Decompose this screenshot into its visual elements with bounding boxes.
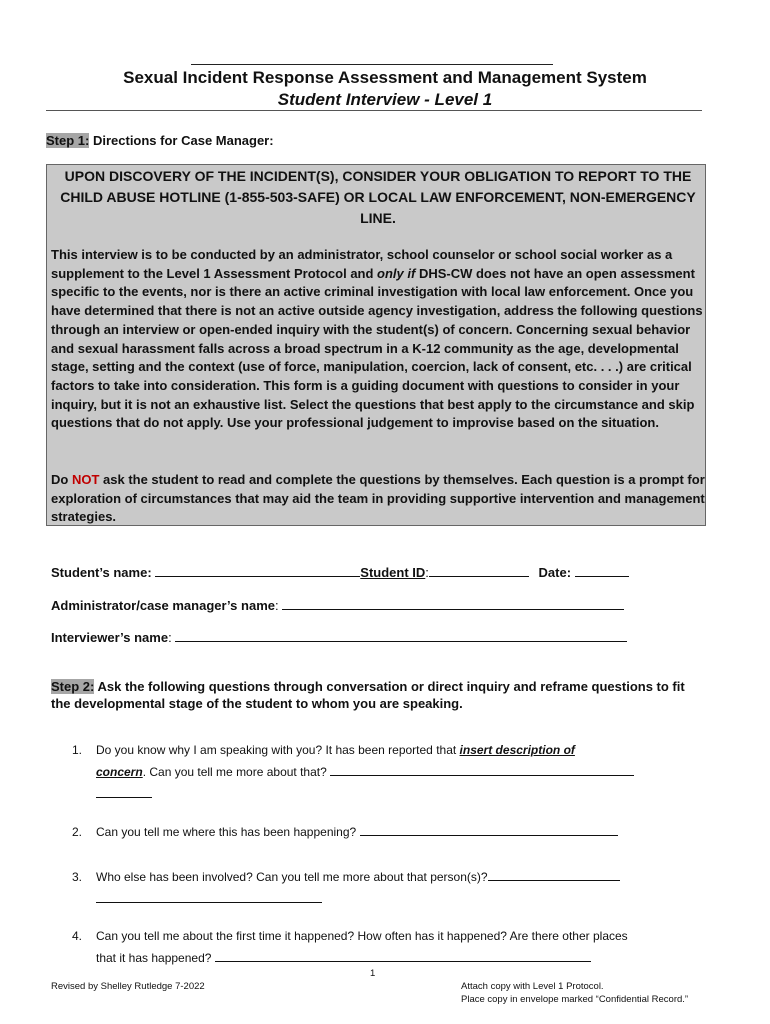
step1-label: Step 1:	[46, 133, 90, 148]
page-number: 1	[370, 968, 376, 979]
directions-paragraph: This interview is to be conducted by an administrator, school counselor or school social worker as a supplement to the Level 1 Assessment Protocol and only if DHS-CW does not have an open assessment specific to the events, nor is there an active criminal investigation with local law enforcement. Once you have determined that there is not an active outside agency investigation, address the following questions through an interview or open-ended inquiry with the student(s) of concern. Concerning sexual behavior and sexual harassment falls across a broad spectrum in a K-12 community as the age, developmental stage, setting and the context (use of force, manipulation, coercion, lack of consent, etc. . . .) are critical factors to take into consideration. This form is a guiding document with questions to consider in your inquiry, but it is not an exhaustive list. Select the questions that best apply to the circumstance and skip questions that do not apply. Use your professional judgement to improvise based on the situation.	[51, 247, 703, 431]
student-name-label: Student’s name:	[51, 565, 152, 580]
question-3: 3. Who else has been involved? Can you tell me more about that person(s)?	[72, 866, 672, 910]
question-1: 1. Do you know why I am speaking with you? It has been reported that insert description of concern. Can you tell me more about that?	[72, 739, 672, 805]
envelope-note: Place copy in envelope marked “Confidential Record.”	[461, 994, 689, 1005]
step2-label: Step 2:	[51, 679, 95, 694]
admin-name-input[interactable]	[282, 597, 624, 610]
question-4: 4. Can you tell me about the first time it happened? How often has it happened? Are there other places that it has happened?	[72, 929, 628, 965]
answer-3-input[interactable]	[488, 868, 620, 881]
step2-instructions: Ask the following questions through conversation or direct inquiry and reframe questions to fit the developmental stage of the student to whom you are speaking.	[51, 679, 685, 711]
do-not-paragraph: Do NOT ask the student to read and complete the questions by themselves. Each question is a prompt for exploration of circumstances that may aid the team in providing supportive intervention and management strategies.	[51, 472, 705, 525]
header-top-line	[191, 64, 553, 65]
reporting-warning: UPON DISCOVERY OF THE INCIDENT(S), CONSIDER YOUR OBLIGATION TO REPORT TO THE CHILD ABUSE HOTLINE (1-855-503-SAFE) OR LOCAL LAW ENFORCEMENT, NON-EMERGENCY LINE.	[60, 168, 696, 226]
attach-note: Attach copy with Level 1 Protocol.	[461, 981, 604, 992]
date-input[interactable]	[575, 564, 629, 577]
step2-heading	[51, 678, 691, 712]
question-2: 2. Can you tell me where this has been happening?	[72, 821, 672, 843]
student-id-label: Student ID	[360, 565, 426, 580]
answer-4-input[interactable]	[215, 949, 591, 962]
revised-by: Revised by Shelley Rutledge 7-2022	[51, 981, 205, 992]
student-id-input[interactable]	[429, 564, 529, 577]
student-name-input[interactable]	[155, 564, 360, 577]
answer-2-input[interactable]	[360, 823, 618, 836]
insert-description-prompt: insert description of	[459, 743, 575, 757]
header-divider	[46, 110, 702, 111]
step1-directions: Directions for Case Manager:	[92, 133, 274, 148]
admin-row: Administrator/case manager’s name:	[51, 597, 624, 613]
date-label: Date:	[538, 565, 572, 580]
step1-heading	[46, 133, 274, 148]
admin-name-label: Administrator/case manager’s name	[51, 598, 275, 613]
interviewer-name-input[interactable]	[175, 629, 627, 642]
answer-1-input[interactable]	[330, 763, 634, 776]
document-title: Sexual Incident Response Assessment and Management System	[123, 68, 647, 87]
interviewer-row: Interviewer’s name:	[51, 629, 627, 645]
only-if-emphasis: only if	[377, 265, 416, 281]
answer-1-input-cont[interactable]	[96, 785, 152, 798]
document-subtitle: Student Interview - Level 1	[277, 90, 493, 109]
concern-prompt: concern	[96, 765, 143, 779]
student-info-row: Student’s name: Student ID: Date:	[51, 564, 629, 580]
answer-3-input-cont[interactable]	[96, 890, 322, 903]
interviewer-name-label: Interviewer’s name	[51, 630, 169, 645]
not-emphasis: NOT	[71, 472, 100, 487]
